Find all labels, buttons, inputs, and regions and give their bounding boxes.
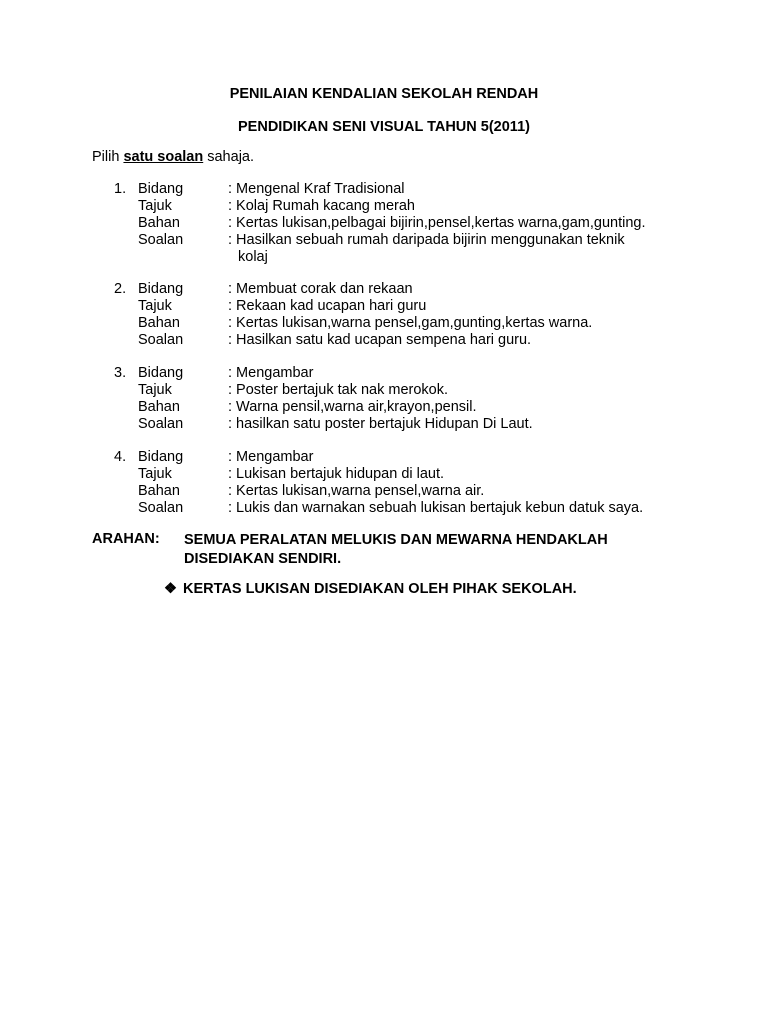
question-row: [114, 298, 734, 315]
row-value: : Mengambar: [228, 449, 314, 465]
question-row: [114, 232, 734, 249]
question-4: [114, 449, 734, 517]
row-value: : Membuat corak dan rekaan: [228, 281, 413, 297]
question-1: [114, 181, 734, 266]
question-row: [114, 500, 734, 517]
row-value: : Mengenal Kraf Tradisional: [228, 181, 405, 197]
row-label: Soalan: [138, 416, 184, 432]
row-label: Bidang: [138, 281, 184, 297]
row-label: Tajuk: [138, 298, 172, 314]
row-value: : Hasilkan satu kad ucapan sempena hari guru.: [228, 332, 532, 348]
row-value: : Hasilkan sebuah rumah daripada bijirin menggunakan teknik: [228, 232, 625, 248]
row-label: Soalan: [138, 332, 184, 348]
row-value: : Kertas lukisan,pelbagai bijirin,pensel,kertas warna,gam,gunting.: [228, 215, 646, 231]
arahan-label: ARAHAN:: [92, 531, 160, 547]
instruction-prefix: Pilih: [92, 149, 124, 165]
arahan-line-1: SEMUA PERALATAN MELUKIS DAN MEWARNA HENDAKLAH: [184, 532, 608, 548]
instruction-suffix: sahaja.: [203, 149, 255, 165]
row-value: : hasilkan satu poster bertajuk Hidupan Di Laut.: [228, 416, 533, 432]
diamond-bullet-icon: ❖: [164, 581, 177, 597]
question-row: [114, 215, 734, 232]
question-row: [114, 281, 734, 298]
row-label: Bahan: [138, 399, 180, 415]
row-label: Bidang: [138, 181, 184, 197]
row-value: : Lukisan bertajuk hidupan di laut.: [228, 466, 445, 482]
question-row-continuation: [114, 249, 734, 266]
question-row: [114, 198, 734, 215]
document-title: PENILAIAN KENDALIAN SEKOLAH RENDAH: [229, 86, 539, 102]
row-value: : Kertas lukisan,warna pensel,warna air.: [228, 483, 485, 499]
row-value: : Warna pensil,warna air,krayon,pensil.: [228, 399, 477, 415]
question-3: [114, 365, 734, 433]
row-value: : Mengambar: [228, 365, 314, 381]
row-label: Soalan: [138, 232, 184, 248]
row-label: Bahan: [138, 483, 180, 499]
row-label: Tajuk: [138, 466, 172, 482]
question-2: [114, 281, 734, 349]
row-label: Bidang: [138, 365, 184, 381]
row-value: : Lukis dan warnakan sebuah lukisan bertajuk kebun datuk saya.: [228, 500, 644, 516]
arahan-line-2: DISEDIAKAN SENDIRI.: [184, 551, 342, 567]
arahan-text: [184, 531, 608, 569]
instruction-line: [92, 149, 254, 165]
instruction-emphasis: satu soalan: [123, 149, 204, 165]
question-row: [114, 181, 734, 198]
document-subtitle: PENDIDIKAN SENI VISUAL TAHUN 5(2011): [238, 119, 530, 135]
question-row: [114, 382, 734, 399]
question-row: [114, 332, 734, 349]
question-row: [114, 416, 734, 433]
row-label: Bahan: [138, 215, 180, 231]
row-value: : Poster bertajuk tak nak merokok.: [228, 382, 449, 398]
question-number: 1.: [114, 181, 127, 197]
question-row: [114, 365, 734, 382]
note-text: KERTAS LUKISAN DISEDIAKAN OLEH PIHAK SEKOLAH.: [183, 581, 577, 597]
question-row: [114, 315, 734, 332]
row-label: Tajuk: [138, 198, 172, 214]
row-label: Soalan: [138, 500, 184, 516]
question-row: [114, 449, 734, 466]
row-value: : Kertas lukisan,warna pensel,gam,gunting,kertas warna.: [228, 315, 593, 331]
row-label: Bidang: [138, 449, 184, 465]
question-row: [114, 399, 734, 416]
row-value: : Rekaan kad ucapan hari guru: [228, 298, 427, 314]
note-line: [164, 581, 577, 597]
row-value-continuation: kolaj: [238, 249, 268, 265]
row-label: Tajuk: [138, 382, 172, 398]
question-number: 2.: [114, 281, 127, 297]
row-value: : Kolaj Rumah kacang merah: [228, 198, 415, 214]
row-label: Bahan: [138, 315, 180, 331]
question-number: 3.: [114, 365, 127, 381]
question-row: [114, 483, 734, 500]
question-row: [114, 466, 734, 483]
question-number: 4.: [114, 449, 127, 465]
